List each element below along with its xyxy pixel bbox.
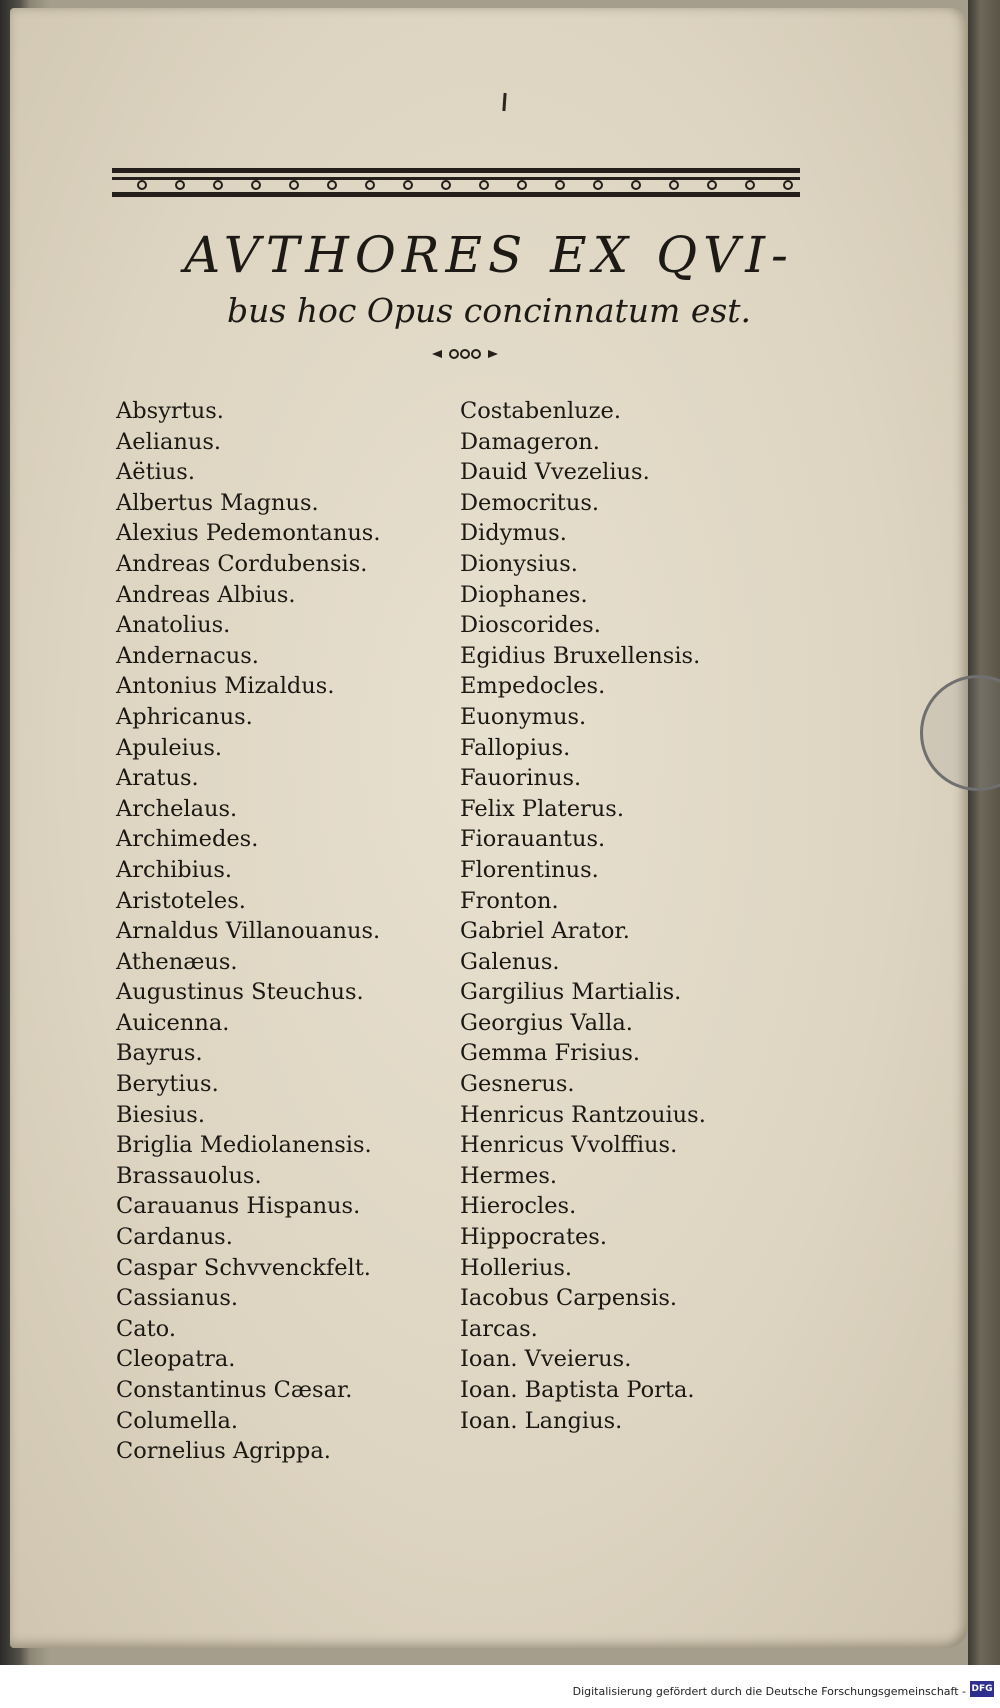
author-entry: Fallopius. [460, 734, 571, 761]
book-edge [968, 0, 1000, 1665]
author-entry: Diophanes. [460, 581, 588, 608]
author-entry: Gemma Frisius. [460, 1040, 641, 1067]
author-entry: Constantinus Cæsar. [116, 1377, 353, 1403]
title-line-2: bus hoc Opus concinnatum est. [226, 291, 752, 330]
digitization-footer [0, 1665, 1000, 1708]
author-entry: Egidius Bruxellensis. [460, 642, 701, 669]
author-entry: Fiorauantus. [460, 826, 606, 853]
author-entry: Albertus Magnus. [116, 489, 319, 516]
author-entry: Georgius Valla. [460, 1009, 633, 1036]
author-entry: Archelaus. [116, 795, 238, 822]
author-entry: Andreas Cordubensis. [116, 550, 368, 577]
author-entry: Cleopatra. [116, 1346, 236, 1373]
title-line-1: AVTHORES EX QVI- [184, 226, 794, 284]
author-entry: Archimedes. [116, 826, 259, 853]
author-entry: Ioan. Vveierus. [460, 1346, 632, 1373]
book-page [10, 8, 968, 1648]
author-entry: Hippocrates. [460, 1224, 607, 1251]
author-entry: Euonymus. [460, 703, 587, 730]
author-entry: Hierocles. [460, 1193, 577, 1220]
author-entry: Henricus Rantzouius. [460, 1101, 706, 1128]
author-entry: Gabriel Arator. [460, 918, 630, 945]
author-entry: Alexius Pedemontanus. [116, 520, 381, 547]
author-entry: Hermes. [460, 1162, 558, 1189]
author-entry: Cato. [116, 1315, 176, 1342]
author-entry: Cassianus. [116, 1285, 239, 1312]
author-entry: Cornelius Agrippa. [116, 1438, 331, 1465]
author-entry: Ioan. Langius. [460, 1407, 623, 1434]
ornament-bar [112, 166, 800, 202]
author-entry: Gesnerus. [460, 1071, 575, 1098]
dfg-logo: DFG [970, 1681, 994, 1697]
author-entry: Didymus. [460, 520, 567, 547]
author-entry: Ioan. Baptista Porta. [460, 1377, 695, 1403]
author-entry: Dauid Vvezelius. [460, 459, 650, 486]
author-entry: Archibius. [116, 856, 233, 883]
author-entry: Absyrtus. [116, 398, 224, 424]
author-entry: Aelianus. [116, 428, 222, 455]
author-entry: Berytius. [116, 1071, 219, 1098]
flourish-ornament [430, 346, 500, 362]
author-entry: Columella. [116, 1407, 239, 1434]
author-entry: Fauorinus. [460, 765, 582, 792]
author-entry: Aristoteles. [116, 887, 246, 914]
author-entry: Bayrus. [116, 1040, 203, 1067]
author-entry: Biesius. [116, 1101, 205, 1128]
funding-credit: Digitalisierung gefördert durch die Deutsche Forschungsgemeinschaft - [572, 1685, 966, 1698]
author-entry: Democritus. [460, 489, 600, 516]
author-entry: Briglia Mediolanensis. [116, 1132, 372, 1159]
author-entry: Empedocles. [460, 673, 606, 700]
author-entry: Apuleius. [116, 734, 223, 761]
author-entry: Florentinus. [460, 856, 599, 883]
authors-right-column [460, 396, 706, 1436]
author-entry: Augustinus Steuchus. [116, 979, 364, 1006]
author-entry: Gargilius Martialis. [460, 979, 682, 1006]
author-entry: Iacobus Carpensis. [460, 1285, 678, 1312]
author-entry: Dioscorides. [460, 612, 601, 639]
author-entry: Andernacus. [116, 642, 259, 669]
author-entry: Iarcas. [460, 1315, 538, 1342]
authors-left-column [116, 396, 381, 1467]
author-entry: Dionysius. [460, 550, 578, 577]
author-entry: Andreas Albius. [116, 581, 296, 608]
author-entry: Brassauolus. [116, 1162, 262, 1189]
author-entry: Athenæus. [116, 948, 238, 975]
author-entry: Costabenluze. [460, 398, 621, 424]
author-entry: Auicenna. [116, 1009, 230, 1036]
author-entry: Caspar Schvvenckfelt. [116, 1254, 371, 1281]
author-entry: Galenus. [460, 948, 560, 975]
author-entry: Felix Platerus. [460, 795, 624, 822]
author-entry: Arnaldus Villanouanus. [116, 918, 381, 945]
author-entry: Carauanus Hispanus. [116, 1193, 361, 1220]
author-entry: Cardanus. [116, 1224, 233, 1251]
author-entry: Aratus. [116, 765, 199, 792]
author-entry: Fronton. [460, 887, 559, 914]
author-entry: Damageron. [460, 428, 600, 455]
author-entry: Henricus Vvolffius. [460, 1132, 678, 1159]
author-entry: Anatolius. [116, 612, 231, 639]
author-entry: Aphricanus. [116, 703, 253, 730]
author-entry: Hollerius. [460, 1254, 573, 1281]
author-entry: Antonius Mizaldus. [116, 673, 335, 700]
page-mark [502, 93, 506, 111]
author-entry: Aëtius. [116, 459, 195, 486]
